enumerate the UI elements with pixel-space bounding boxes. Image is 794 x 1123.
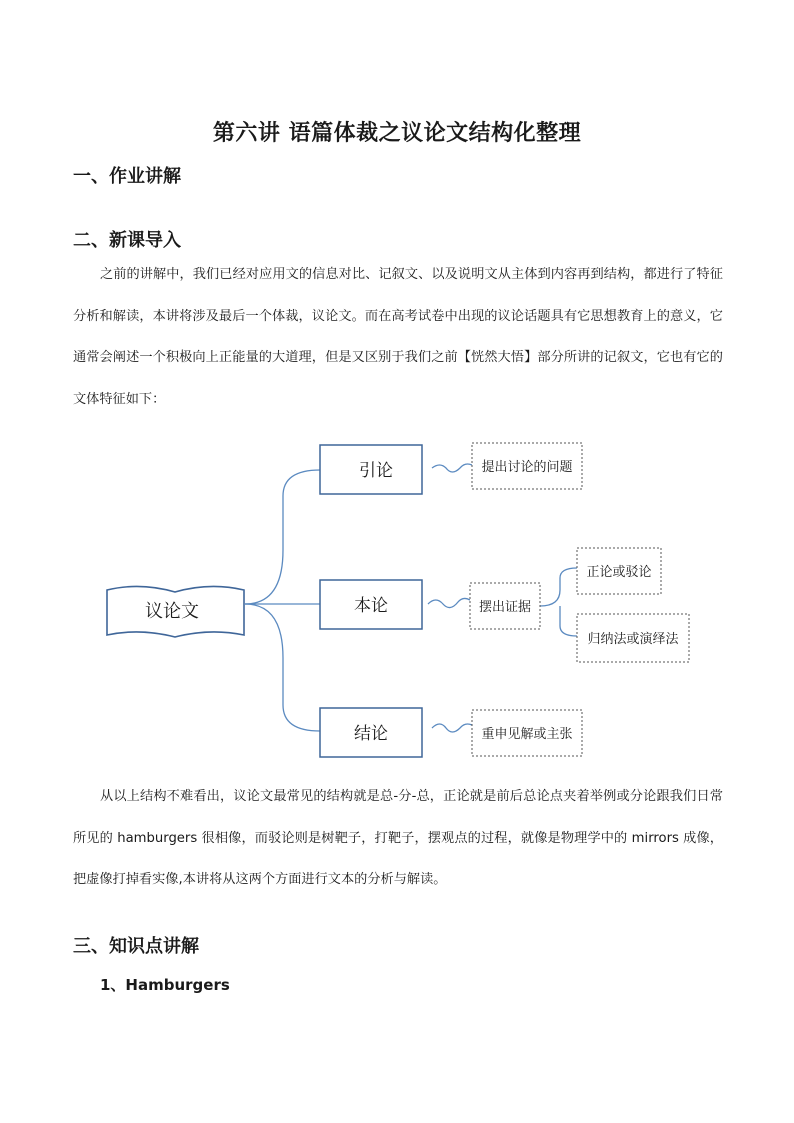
connector-root-jielun bbox=[245, 604, 320, 731]
detail-sub-argument: 正论或驳论 bbox=[586, 565, 652, 580]
summary-text: 从以上结构不难看出，议论文最常见的结构就是总-分-总，正论就是前后总论点夹着举例或分论跟我们日常所见的 hamburgers 很相像，而驳论则是树靶子，打靶子，摆观点的过程，就像是物理学中的 mirrors 成像，把虚像打掉看实像,本讲将从这两个方面进行文本的分析与解读。 bbox=[73, 789, 723, 887]
connector-benlun-detail bbox=[428, 598, 470, 607]
section-heading-knowledge: 三、知识点讲解 bbox=[73, 936, 199, 957]
summary-paragraph bbox=[73, 776, 723, 901]
detail-evidence: 摆出证据 bbox=[478, 600, 532, 615]
intro-paragraph bbox=[73, 254, 723, 420]
detail-raise-question: 提出讨论的问题 bbox=[481, 460, 573, 475]
connector-yinlun-detail bbox=[432, 464, 472, 472]
connector-detail-sub bbox=[540, 568, 577, 636]
detail-restate: 重申见解或主张 bbox=[481, 727, 573, 742]
structure-diagram bbox=[0, 430, 794, 775]
connector-jielun-detail bbox=[432, 724, 472, 732]
section-heading-intro: 二、新课导入 bbox=[73, 230, 181, 251]
root-label: 议论文 bbox=[145, 601, 199, 622]
branch-label-yinlun: 引论 bbox=[359, 461, 393, 481]
intro-text: 之前的讲解中，我们已经对应用文的信息对比、记叙文、以及说明文从主体到内容再到结构，都进行了特征分析和解读，本讲将涉及最后一个体裁，议论文。而在高考试卷中出现的议论话题具有它思想教育上的意义，它通常会阐述一个积极向上正能量的大道理，但是又区别于我们之前【恍然大悟】部分所讲的记叙文，它也有它的文体特征如下： bbox=[73, 267, 723, 407]
branch-label-benlun: 本论 bbox=[354, 596, 388, 616]
branch-label-jielun: 结论 bbox=[354, 724, 388, 744]
page-title: 第六讲 语篇体裁之议论文结构化整理 bbox=[212, 121, 582, 146]
section-heading-homework: 一、作业讲解 bbox=[73, 166, 181, 187]
detail-sub-method: 归纳法或演绎法 bbox=[587, 632, 679, 647]
subsection-heading-hamburgers: 1、Hamburgers bbox=[100, 976, 230, 994]
connector-root-yinlun bbox=[245, 470, 320, 604]
